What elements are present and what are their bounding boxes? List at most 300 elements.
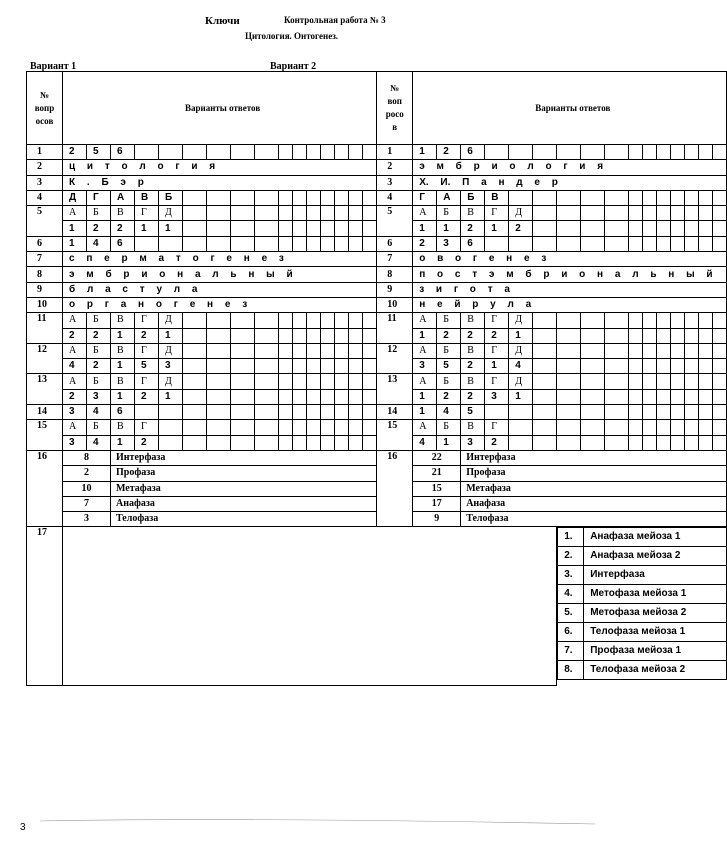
answer-cell: Г: [485, 206, 509, 221]
empty-cell: [231, 328, 255, 343]
empty-cell: [279, 236, 293, 251]
empty-cell: [349, 343, 363, 358]
empty-cell: [255, 420, 279, 435]
empty-cell: [183, 313, 207, 328]
empty-cell: [605, 343, 629, 358]
list-number: 7.: [558, 642, 584, 661]
answer-word: б л а с т у л а: [63, 282, 377, 297]
empty-cell: [349, 389, 363, 404]
empty-cell: [307, 374, 321, 389]
empty-cell: [699, 359, 713, 374]
empty-cell: [321, 145, 335, 160]
empty-cell: [605, 206, 629, 221]
empty-cell: [533, 206, 557, 221]
answer-cell: 2: [87, 359, 111, 374]
empty-cell: [231, 374, 255, 389]
answer-cell: 1: [413, 389, 437, 404]
empty-cell: [307, 236, 321, 251]
empty-cell: [231, 420, 255, 435]
answer-cell: В: [111, 420, 135, 435]
answer-cell: Г: [135, 313, 159, 328]
empty-cell: [605, 435, 629, 450]
empty-cell: [685, 435, 699, 450]
subject-title: Цитология. Онтогенез.: [245, 31, 339, 41]
answer-cell: 1: [485, 221, 509, 236]
empty-cell: [207, 313, 231, 328]
question-number: 15: [27, 420, 63, 451]
answer-cell: 4: [509, 359, 533, 374]
empty-cell: [605, 236, 629, 251]
empty-cell: [713, 374, 727, 389]
empty-cell: [629, 374, 643, 389]
empty-cell: [699, 374, 713, 389]
answer-cell: Б: [437, 343, 461, 358]
empty-cell: [533, 145, 557, 160]
page-number: 3: [20, 822, 26, 833]
answer-cell: 2: [135, 435, 159, 450]
stage-number: 10: [63, 481, 111, 496]
empty-cell: [255, 435, 279, 450]
answer-cell: 5: [135, 359, 159, 374]
empty-cell: [207, 190, 231, 205]
empty-cell: [207, 374, 231, 389]
list-stage-name: Метофаза мейоза 1: [584, 585, 727, 604]
empty-cell: [657, 313, 671, 328]
stage-name: Профаза: [461, 466, 727, 481]
empty-cell: [183, 420, 207, 435]
empty-cell: [629, 389, 643, 404]
answer-cell: 1: [111, 435, 135, 450]
empty-cell: [207, 359, 231, 374]
empty-cell: [485, 236, 509, 251]
question-number: 15: [377, 420, 413, 451]
answer-cell: 3: [63, 405, 87, 420]
answer-cell: А: [413, 206, 437, 221]
empty-cell: [335, 389, 349, 404]
answer-word: э м б р и о н а л ь н ы й: [63, 267, 377, 282]
question-number: 1: [377, 145, 413, 160]
empty-cell: [321, 435, 335, 450]
variant-2-label: Вариант 2: [270, 61, 317, 72]
empty-cell: [643, 374, 657, 389]
empty-cell: [657, 328, 671, 343]
question-number: 2: [377, 160, 413, 175]
list-number: 6.: [558, 623, 584, 642]
empty-cell: [335, 313, 349, 328]
answer-cell: 2: [485, 328, 509, 343]
empty-cell: [335, 145, 349, 160]
empty-cell: [293, 328, 307, 343]
answers-header: Варианты ответов: [63, 72, 377, 145]
empty-cell: [657, 236, 671, 251]
empty-cell: [713, 359, 727, 374]
empty-cell: [557, 359, 581, 374]
empty-cell: [349, 206, 363, 221]
empty-cell: [363, 236, 377, 251]
footer-line: [40, 815, 595, 825]
answer-cell: В: [111, 313, 135, 328]
empty-cell: [363, 190, 377, 205]
empty-cell: [657, 221, 671, 236]
empty-cell: [135, 236, 159, 251]
answer-cell: 1: [509, 328, 533, 343]
answer-cell: 2: [63, 328, 87, 343]
answer-cell: 4: [87, 236, 111, 251]
empty-cell: [207, 145, 231, 160]
answer-cell: А: [413, 374, 437, 389]
answer-cell: 1: [111, 328, 135, 343]
empty-cell: [643, 190, 657, 205]
empty-cell: [207, 221, 231, 236]
empty-cell: [629, 313, 643, 328]
empty-cell: [349, 374, 363, 389]
empty-cell: [533, 359, 557, 374]
empty-cell: [183, 389, 207, 404]
empty-cell: [335, 405, 349, 420]
empty-cell: [255, 374, 279, 389]
empty-cell: [307, 313, 321, 328]
answer-cell: В: [485, 190, 509, 205]
empty-cell: [713, 206, 727, 221]
answer-cell: Г: [135, 420, 159, 435]
empty-cell: [293, 343, 307, 358]
empty-cell: [293, 221, 307, 236]
empty-cell: [307, 389, 321, 404]
empty-cell: [279, 343, 293, 358]
question-number: 16: [377, 450, 413, 526]
stage-number: 22: [413, 450, 461, 465]
answer-cell: 6: [461, 145, 485, 160]
empty-cell: [685, 145, 699, 160]
empty-cell: [699, 221, 713, 236]
empty-cell: [557, 313, 581, 328]
empty-cell: [629, 206, 643, 221]
answer-cell: Д: [159, 374, 183, 389]
empty-cell: [713, 190, 727, 205]
answer-cell: 2: [437, 328, 461, 343]
answer-cell: 5: [87, 145, 111, 160]
empty-cell: [581, 374, 605, 389]
stage-name: Телофаза: [111, 512, 377, 527]
answer-cell: Г: [135, 374, 159, 389]
answer-cell: Г: [485, 374, 509, 389]
empty-cell: [533, 374, 557, 389]
answer-cell: А: [63, 313, 87, 328]
empty-cell: [581, 359, 605, 374]
empty-cell: [363, 405, 377, 420]
answer-cell: 1: [413, 405, 437, 420]
empty-cell: [699, 206, 713, 221]
empty-cell: [349, 420, 363, 435]
empty-cell: [581, 328, 605, 343]
answer-cell: В: [461, 374, 485, 389]
empty-cell: [557, 374, 581, 389]
answer-cell: 2: [135, 328, 159, 343]
empty-cell: [557, 221, 581, 236]
answer-cell: 3: [87, 389, 111, 404]
keys-title: Ключи: [205, 15, 240, 27]
empty-cell: [321, 190, 335, 205]
question-number: 13: [27, 374, 63, 405]
empty-cell: [363, 328, 377, 343]
answer-cell: Д: [63, 190, 87, 205]
empty-cell: [671, 145, 685, 160]
empty-cell: [335, 359, 349, 374]
empty-cell: [713, 145, 727, 160]
answer-cell: А: [111, 190, 135, 205]
empty-answer-area: [63, 527, 557, 686]
list-number: 2.: [558, 547, 584, 566]
stage-number: 9: [413, 512, 461, 527]
answer-cell: 1: [485, 359, 509, 374]
work-title: Контрольная работа № 3: [284, 15, 386, 25]
empty-cell: [293, 206, 307, 221]
answer-cell: Б: [87, 343, 111, 358]
stage-name: Метафаза: [111, 481, 377, 496]
empty-cell: [321, 374, 335, 389]
empty-cell: [685, 420, 699, 435]
stage-number: 8: [63, 450, 111, 465]
empty-cell: [183, 190, 207, 205]
answer-cell: В: [111, 343, 135, 358]
answer-cell: Д: [509, 374, 533, 389]
empty-cell: [231, 389, 255, 404]
empty-cell: [685, 206, 699, 221]
empty-cell: [581, 221, 605, 236]
question-number: 9: [27, 282, 63, 297]
empty-cell: [363, 389, 377, 404]
empty-cell: [605, 374, 629, 389]
empty-cell: [713, 343, 727, 358]
answer-cell: 2: [87, 328, 111, 343]
answer-cell: А: [63, 374, 87, 389]
answer-cell: 2: [437, 389, 461, 404]
answer-cell: Д: [509, 343, 533, 358]
empty-cell: [685, 374, 699, 389]
answer-cell: 2: [509, 221, 533, 236]
answer-word: К . Б э р: [63, 175, 377, 190]
empty-cell: [279, 405, 293, 420]
answer-cell: 6: [111, 405, 135, 420]
empty-cell: [321, 359, 335, 374]
answer-cell: Г: [87, 190, 111, 205]
empty-cell: [335, 328, 349, 343]
empty-cell: [207, 236, 231, 251]
empty-cell: [643, 236, 657, 251]
answer-cell: 2: [63, 389, 87, 404]
answer-cell: 2: [461, 221, 485, 236]
empty-cell: [557, 206, 581, 221]
empty-cell: [509, 236, 533, 251]
empty-cell: [671, 190, 685, 205]
empty-cell: [159, 145, 183, 160]
empty-cell: [581, 343, 605, 358]
empty-cell: [605, 359, 629, 374]
empty-cell: [657, 190, 671, 205]
answer-cell: 2: [461, 359, 485, 374]
answer-word: н е й р у л а: [413, 297, 727, 312]
answer-cell: Б: [87, 313, 111, 328]
answer-word: п о с т э м б р и о н а л ь н ы й: [413, 267, 727, 282]
answer-cell: 1: [63, 221, 87, 236]
answer-cell: Г: [135, 206, 159, 221]
empty-cell: [321, 328, 335, 343]
empty-cell: [643, 389, 657, 404]
question-number-header: № воп росо в: [377, 72, 413, 145]
stage-name: Анафаза: [111, 496, 377, 511]
answer-cell: Б: [437, 206, 461, 221]
empty-cell: [557, 236, 581, 251]
answer-word: о р г а н о г е н е з: [63, 297, 377, 312]
answer-cell: Д: [159, 206, 183, 221]
empty-cell: [321, 236, 335, 251]
answer-cell: А: [63, 343, 87, 358]
empty-cell: [335, 343, 349, 358]
empty-cell: [349, 435, 363, 450]
empty-cell: [533, 343, 557, 358]
empty-cell: [335, 435, 349, 450]
empty-cell: [279, 435, 293, 450]
empty-cell: [335, 236, 349, 251]
empty-cell: [279, 206, 293, 221]
list-stage-name: Анафаза мейоза 1: [584, 528, 727, 547]
empty-cell: [183, 145, 207, 160]
empty-cell: [335, 374, 349, 389]
empty-cell: [509, 405, 533, 420]
question-number: 8: [377, 267, 413, 282]
empty-cell: [557, 343, 581, 358]
question-number: 6: [377, 236, 413, 251]
empty-cell: [581, 190, 605, 205]
question-number: 4: [377, 190, 413, 205]
empty-cell: [307, 221, 321, 236]
answer-cell: Д: [159, 343, 183, 358]
empty-cell: [255, 190, 279, 205]
answer-cell: А: [63, 420, 87, 435]
answer-cell: 6: [111, 236, 135, 251]
empty-cell: [699, 328, 713, 343]
empty-cell: [293, 190, 307, 205]
empty-cell: [293, 420, 307, 435]
answer-cell: 1: [413, 145, 437, 160]
question-number: 10: [27, 297, 63, 312]
empty-cell: [671, 435, 685, 450]
list-stage-name: Профаза мейоза 1: [584, 642, 727, 661]
empty-cell: [255, 405, 279, 420]
empty-cell: [231, 145, 255, 160]
answer-cell: Б: [461, 190, 485, 205]
empty-cell: [231, 343, 255, 358]
empty-cell: [293, 435, 307, 450]
answer-cell: 3: [485, 389, 509, 404]
empty-cell: [321, 206, 335, 221]
empty-cell: [657, 405, 671, 420]
stage-list-table: [557, 527, 727, 680]
question-number: 5: [377, 206, 413, 237]
empty-cell: [671, 313, 685, 328]
empty-cell: [699, 190, 713, 205]
empty-cell: [231, 405, 255, 420]
answer-cell: 5: [461, 405, 485, 420]
answer-cell: 1: [111, 359, 135, 374]
empty-cell: [207, 343, 231, 358]
empty-cell: [685, 359, 699, 374]
answer-cell: 1: [135, 221, 159, 236]
empty-cell: [279, 389, 293, 404]
empty-cell: [349, 221, 363, 236]
answer-cell: 4: [437, 405, 461, 420]
answer-cell: 5: [437, 359, 461, 374]
empty-cell: [183, 236, 207, 251]
empty-cell: [279, 313, 293, 328]
empty-cell: [293, 313, 307, 328]
empty-cell: [335, 190, 349, 205]
empty-cell: [321, 405, 335, 420]
empty-cell: [605, 313, 629, 328]
empty-cell: [685, 221, 699, 236]
stage-number: 7: [63, 496, 111, 511]
empty-cell: [293, 405, 307, 420]
empty-cell: [699, 343, 713, 358]
list-number: 3.: [558, 566, 584, 585]
empty-cell: [307, 405, 321, 420]
empty-cell: [533, 221, 557, 236]
answer-cell: 2: [87, 221, 111, 236]
answer-cell: В: [135, 190, 159, 205]
answer-cell: 1: [159, 221, 183, 236]
answer-cell: 2: [63, 145, 87, 160]
question-number-header: № вопр осов: [27, 72, 63, 145]
answer-word: Х. И. П а н д е р: [413, 175, 727, 190]
empty-cell: [605, 405, 629, 420]
answer-cell: 1: [111, 389, 135, 404]
empty-cell: [363, 145, 377, 160]
answer-cell: 1: [509, 389, 533, 404]
answer-cell: В: [461, 420, 485, 435]
answer-cell: В: [461, 313, 485, 328]
empty-cell: [307, 343, 321, 358]
empty-cell: [349, 405, 363, 420]
empty-cell: [335, 206, 349, 221]
empty-cell: [159, 420, 183, 435]
empty-cell: [581, 145, 605, 160]
empty-cell: [643, 206, 657, 221]
empty-cell: [643, 343, 657, 358]
answer-cell: 3: [159, 359, 183, 374]
answer-cell: Г: [485, 343, 509, 358]
empty-cell: [657, 145, 671, 160]
answer-cell: 2: [135, 389, 159, 404]
list-number: 5.: [558, 604, 584, 623]
empty-cell: [699, 420, 713, 435]
answer-cell: В: [461, 343, 485, 358]
empty-cell: [349, 190, 363, 205]
empty-cell: [207, 389, 231, 404]
empty-cell: [509, 435, 533, 450]
empty-cell: [557, 328, 581, 343]
answer-cell: 3: [63, 435, 87, 450]
empty-cell: [321, 221, 335, 236]
stage-name: Метафаза: [461, 481, 727, 496]
answer-cell: Б: [437, 420, 461, 435]
empty-cell: [713, 221, 727, 236]
answer-cell: 1: [413, 328, 437, 343]
answer-cell: 1: [413, 221, 437, 236]
empty-cell: [255, 145, 279, 160]
stage-number: 17: [413, 496, 461, 511]
empty-cell: [307, 359, 321, 374]
question-number: 7: [27, 252, 63, 267]
